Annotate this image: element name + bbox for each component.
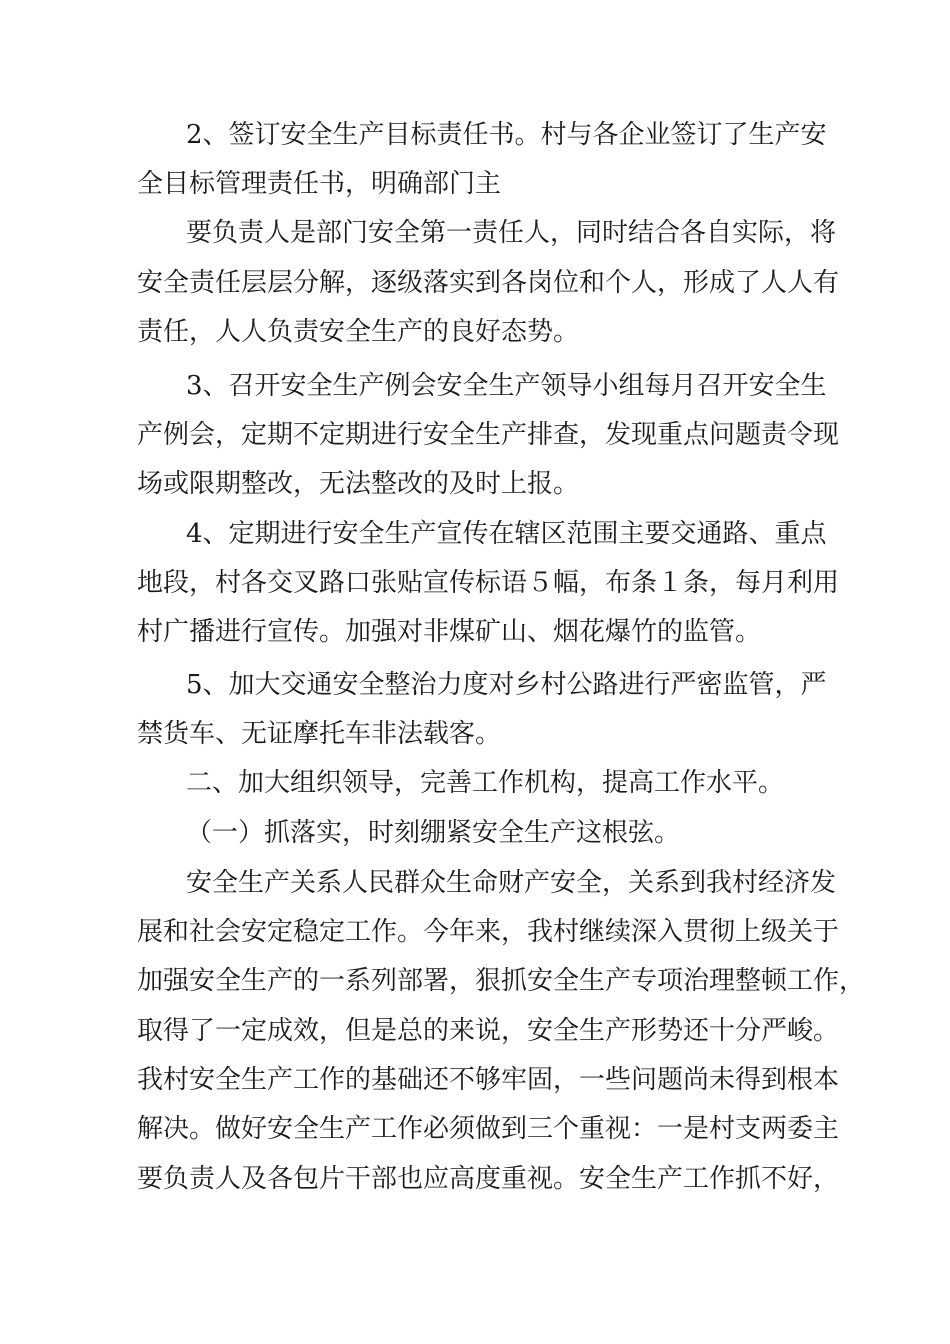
text-line: 我村安全生产工作的基础还不够牢固，一些问题尚未得到根本: [137, 1065, 840, 1095]
text-line: 2、签订安全生产目标责任书。村与各企业签订了生产安: [186, 120, 827, 150]
text-line: 村广播进行宣传。加强对非煤矿山、烟花爆竹的监管。: [137, 617, 762, 647]
text-line: 责任，人人负责安全生产的良好态势。: [137, 317, 580, 347]
text-line: 3、召开安全生产例会安全生产领导小组每月召开安全生: [186, 371, 827, 401]
text-line: 地段，村各交叉路口张贴宣传标语５幅，布条１条，每月利用: [137, 568, 840, 598]
text-line: 要负责人是部门安全第一责任人，同时结合各自实际，将: [186, 218, 837, 248]
text-line: 二、加大组织领导，完善工作机构，提高工作水平。: [186, 768, 785, 798]
text-line: 产例会，定期不定期进行安全生产排查，发现重点问题责令现: [137, 420, 840, 450]
text-line: 展和社会安定稳定工作。今年来，我村继续深入贯彻上级关于: [137, 917, 840, 947]
text-line: 场或限期整改，无法整改的及时上报。: [137, 469, 580, 499]
text-line: 解决。做好安全生产工作必须做到三个重视：一是村支两委主: [137, 1114, 840, 1144]
text-line: 全目标管理责任书，明确部门主: [137, 169, 502, 199]
text-line: 安全生产关系人民群众生命财产安全，关系到我村经济发: [186, 868, 837, 898]
text-line: 要负责人及各包片干部也应高度重视。安全生产工作抓不好，: [137, 1164, 840, 1194]
text-line: （一）抓落实，时刻绷紧安全生产这根弦。: [186, 818, 681, 848]
text-line: 取得了一定成效，但是总的来说，安全生产形势还十分严峻。: [137, 1016, 840, 1046]
text-line: 禁货车、无证摩托车非法载客。: [137, 719, 502, 749]
text-line: 加强安全生产的一系列部署，狠抓安全生产专项治理整顿工作，: [137, 966, 866, 996]
text-line: 5、加大交通安全整治力度对乡村公路进行严密监管，严: [186, 670, 827, 700]
text-line: 安全责任层层分解，逐级落实到各岗位和个人，形成了人人有: [137, 268, 840, 298]
text-line: 4、定期进行安全生产宣传在辖区范围主要交通路、重点: [186, 519, 827, 549]
